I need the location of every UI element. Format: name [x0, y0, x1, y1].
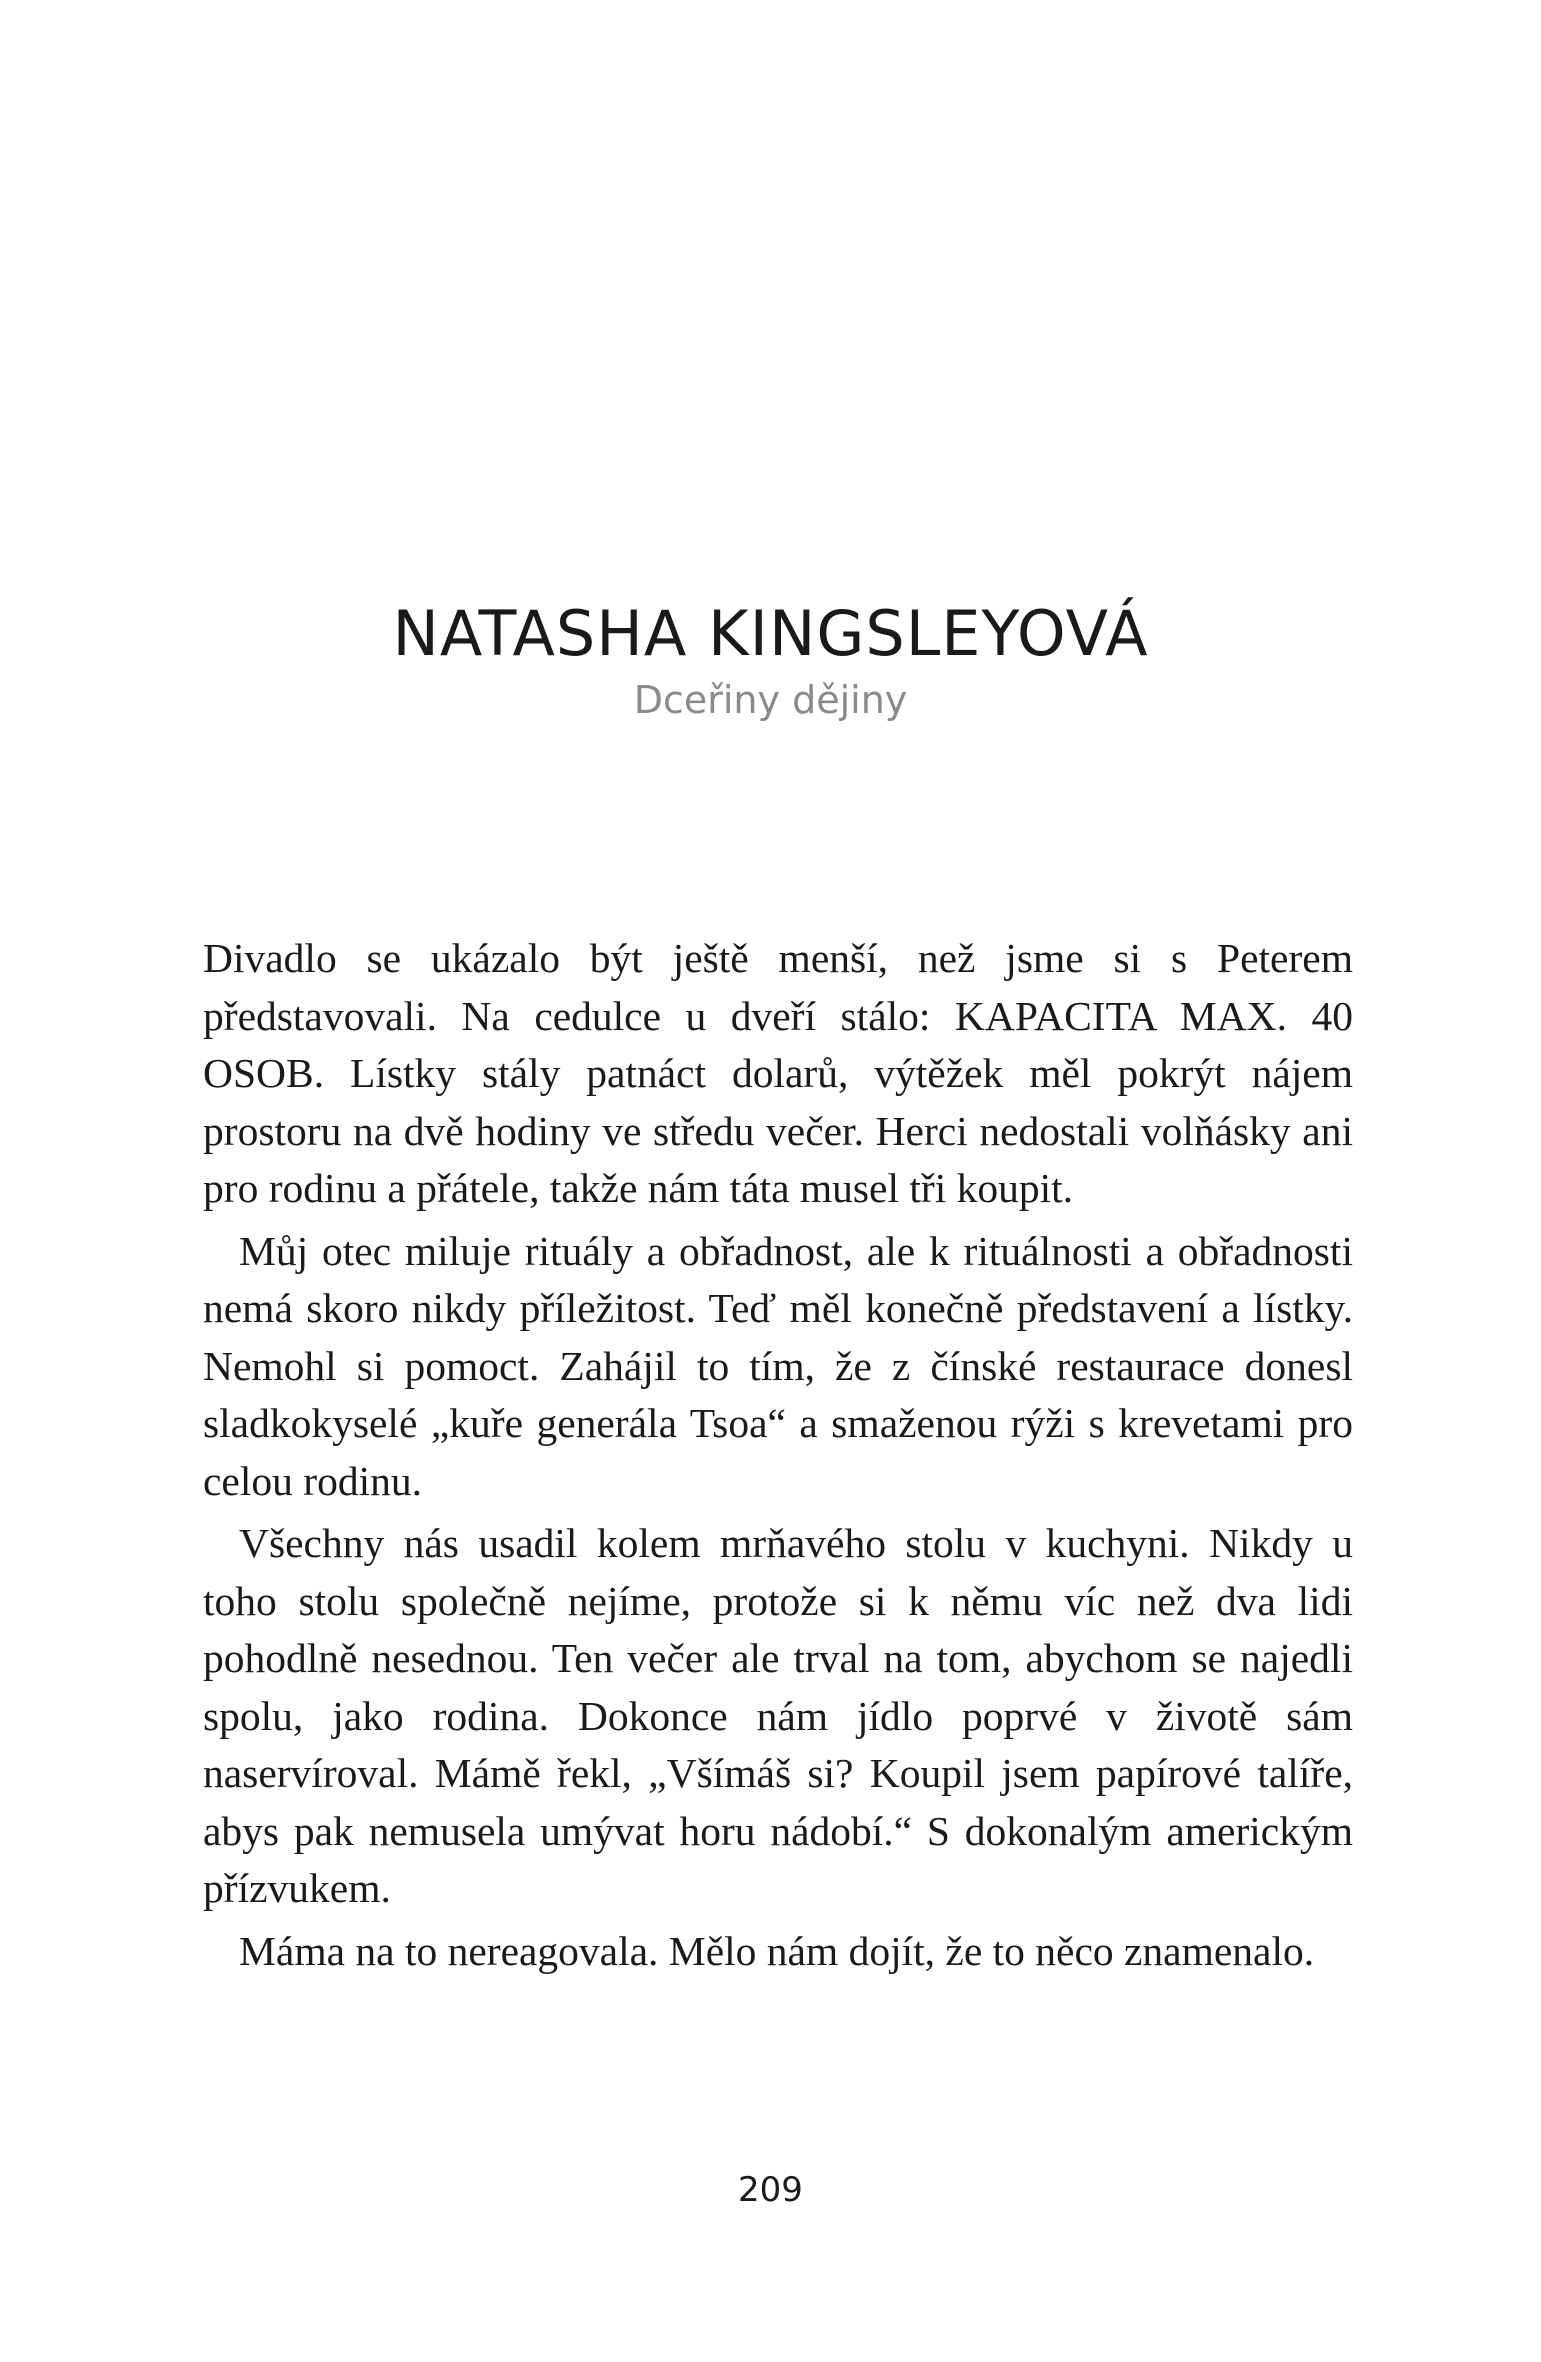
chapter-subtitle: Dceřiny dějiny	[633, 678, 908, 723]
page-number: 209	[738, 2170, 803, 2210]
body-text	[203, 930, 1353, 1985]
chapter-title: NATASHA KINGSLEYOVÁ	[392, 597, 1149, 670]
paragraph: Všechny nás usadil kolem mrňavého stolu v kuchyni. Nikdy u toho stolu společně nejíme, protože si k němu víc než dva lidi pohodlně nesednou. Ten večer ale trval na tom, abychom se najedli spolu, jako rodina. Dokonce nám jídlo poprvé v životě sám naservíroval. Mámě řekl, „Všímáš si? Koupil jsem papírové talíře, abys pak nemusela umývat horu nádobí.“ S dokonalým americkým přízvukem.	[203, 1520, 1353, 1911]
paragraph: Divadlo se ukázalo být ještě menší, než jsme si s Peterem představovali. Na cedulce u dveří stálo: KAPACITA MAX. 40 OSOB. Lístky stály patnáct dolarů, výtěžek měl pokrýt nájem prostoru na dvě hodiny ve středu večer. Herci nedostali volňásky ani pro rodinu a přátele, takže nám táta musel tři koupit.	[203, 935, 1353, 1211]
chapter-header	[0, 597, 1541, 724]
paragraph: Máma na to nereagovala. Mělo nám dojít, že to něco znamenalo.	[239, 1927, 1315, 1974]
paragraph: Můj otec miluje rituály a obřadnost, ale k rituálnosti a obřadnosti nemá skoro nikdy příležitost. Teď měl konečně představení a lístky. Nemohl si pomoct. Zahájil to tím, že z čínské restaurace donesl sladkokyselé „kuře generála Tsoa“ a smaženou rýži s krevetami pro celou rodinu.	[203, 1227, 1353, 1504]
